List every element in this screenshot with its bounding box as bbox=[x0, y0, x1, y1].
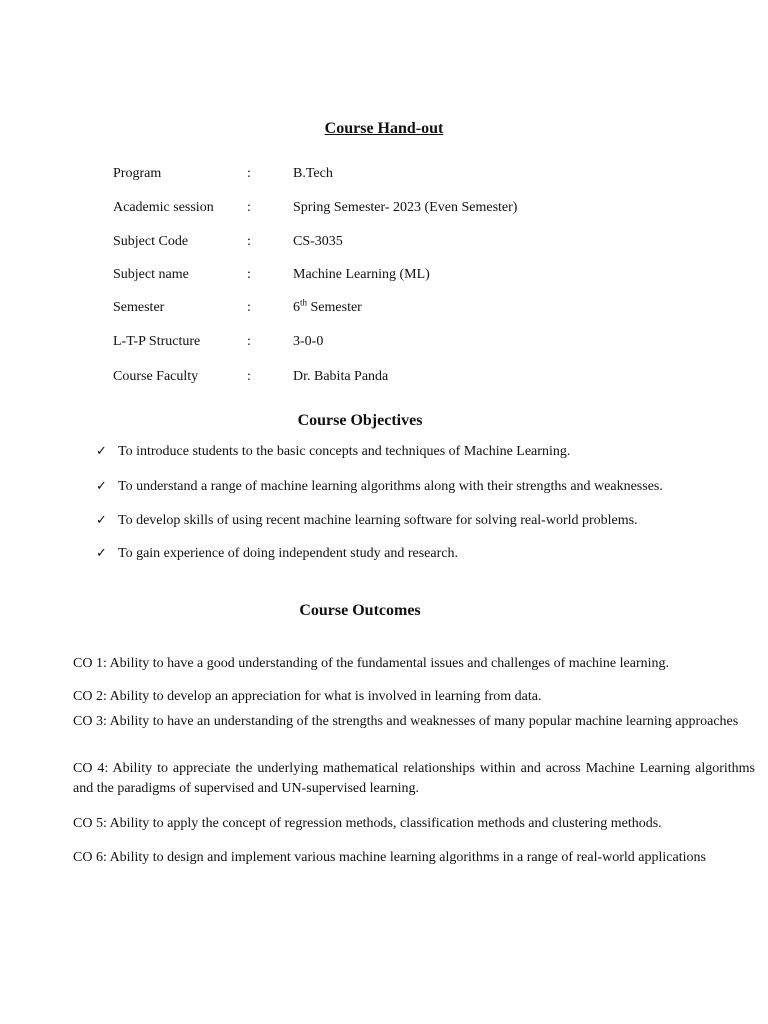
objective-text: To introduce students to the basic concepts and techniques of Machine Learning. bbox=[118, 444, 571, 459]
info-value: Dr. Babita Panda bbox=[293, 369, 389, 384]
info-colon: : bbox=[247, 234, 251, 249]
outcome-item: CO 4: Ability to appreciate the underlying mathematical relationships within and across Machine Learning algorithms and the paradigms of supervised and UN-supervised learning. bbox=[73, 761, 755, 796]
document-title: Course Hand-out bbox=[324, 120, 444, 137]
info-colon: : bbox=[247, 369, 251, 384]
outcome-item: CO 2: Ability to develop an appreciation for what is involved in learning from data. bbox=[73, 689, 542, 704]
info-colon: : bbox=[247, 334, 251, 349]
objective-item bbox=[96, 546, 458, 562]
info-colon: : bbox=[247, 300, 251, 315]
info-value: CS-3035 bbox=[293, 234, 343, 249]
info-label: Semester bbox=[113, 300, 165, 315]
info-colon: : bbox=[247, 267, 251, 282]
objective-item bbox=[96, 444, 570, 460]
outcome-item: CO 6: Ability to design and implement various machine learning algorithms in a range of real-world applications bbox=[73, 850, 706, 865]
outcome-item: CO 1: Ability to have a good understanding of the fundamental issues and challenges of machine learning. bbox=[73, 656, 670, 671]
info-label: Subject name bbox=[113, 267, 189, 282]
info-value: Spring Semester- 2023 (Even Semester) bbox=[293, 200, 518, 215]
info-label: L-T-P Structure bbox=[113, 334, 201, 349]
objective-text: To understand a range of machine learning algorithms along with their strengths and weaknesses. bbox=[118, 479, 663, 494]
semester-ordinal-suffix: th bbox=[300, 297, 308, 308]
info-label: Program bbox=[113, 166, 162, 181]
info-value: Machine Learning (ML) bbox=[293, 267, 430, 282]
objectives-heading: Course Objectives bbox=[297, 412, 423, 429]
objective-text: To develop skills of using recent machine learning software for solving real-world problems. bbox=[118, 513, 638, 528]
checkmark-icon: ✓ bbox=[96, 513, 107, 528]
objective-item bbox=[96, 513, 638, 529]
info-value-semester bbox=[293, 297, 362, 316]
outcomes-heading: Course Outcomes bbox=[299, 602, 421, 619]
semester-word: Semester bbox=[307, 300, 362, 315]
info-colon: : bbox=[247, 166, 251, 181]
objective-text: To gain experience of doing independent study and research. bbox=[118, 546, 458, 561]
checkmark-icon: ✓ bbox=[96, 479, 107, 494]
semester-number: 6 bbox=[293, 300, 300, 315]
outcome-item: CO 5: Ability to apply the concept of regression methods, classification methods and clustering methods. bbox=[73, 816, 662, 831]
info-value: B.Tech bbox=[293, 166, 333, 181]
info-colon: : bbox=[247, 200, 251, 215]
info-label: Course Faculty bbox=[113, 369, 199, 384]
outcome-item: CO 3: Ability to have an understanding of the strengths and weaknesses of many popular machine learning approaches bbox=[73, 714, 739, 729]
checkmark-icon: ✓ bbox=[96, 444, 107, 459]
info-label: Subject Code bbox=[113, 234, 189, 249]
info-value: 3-0-0 bbox=[293, 334, 324, 349]
info-label: Academic session bbox=[113, 200, 214, 215]
objective-item bbox=[96, 479, 663, 495]
checkmark-icon: ✓ bbox=[96, 546, 107, 561]
